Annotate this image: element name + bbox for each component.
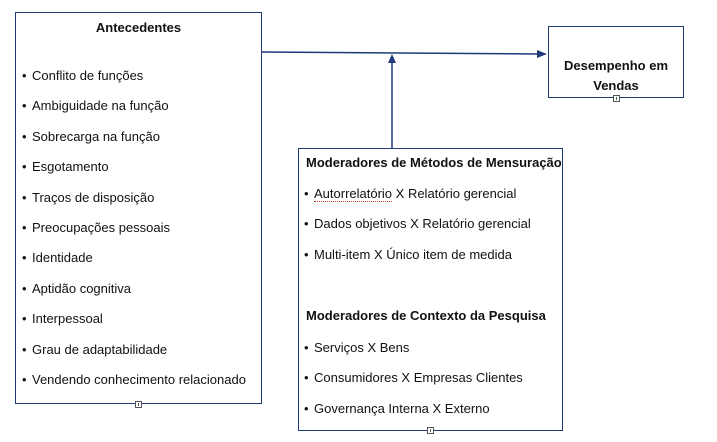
list-item: • Identidade — [22, 250, 93, 265]
list-item: • Autorrelatório X Relatório gerencial — [304, 186, 517, 201]
arrow-antecedentes-to-desempenho — [262, 52, 538, 54]
arrowhead-up-icon — [388, 54, 396, 63]
list-item: • Traços de disposição — [22, 190, 155, 205]
list-item: • Governança Interna X Externo — [304, 401, 490, 416]
antecedentes-title: Antecedentes — [95, 20, 182, 35]
bullet-icon: • — [304, 247, 309, 262]
desempenho-title-line1: Desempenho em — [563, 58, 669, 73]
desempenho-title-line2: Vendas — [593, 78, 639, 93]
bullet-icon: • — [22, 372, 27, 387]
list-item: • Vendendo conhecimento relacionado — [22, 372, 246, 387]
list-item: • Conflito de funções — [22, 68, 144, 83]
bullet-icon: • — [22, 98, 27, 113]
list-item: • Grau de adaptabilidade — [22, 342, 168, 357]
bullet-icon: • — [22, 311, 27, 326]
bullet-icon: • — [22, 159, 27, 174]
bullet-icon: • — [22, 281, 27, 296]
bullet-icon: • — [304, 370, 309, 385]
bullet-icon: • — [22, 220, 27, 235]
bullet-icon: • — [304, 401, 309, 416]
list-item: • Consumidores X Empresas Clientes — [304, 370, 523, 385]
bullet-icon: • — [22, 68, 27, 83]
list-item: • Multi-item X Único item de medida — [304, 247, 512, 262]
bullet-icon: • — [22, 190, 27, 205]
bullet-icon: • — [304, 186, 309, 201]
list-item: • Preocupações pessoais — [22, 220, 171, 235]
list-item: • Dados objetivos X Relatório gerencial — [304, 216, 531, 231]
list-item: • Serviços X Bens — [304, 340, 410, 355]
list-item: • Ambiguidade na função — [22, 98, 169, 113]
bullet-icon: • — [22, 342, 27, 357]
spellcheck-word: Autorrelatório — [314, 186, 393, 201]
moderadores-metodos-title: Moderadores de Métodos de Mensuração — [306, 155, 562, 170]
list-item: • Esgotamento — [22, 159, 109, 174]
bullet-icon: • — [304, 216, 309, 231]
arrowhead-right-icon — [537, 50, 547, 58]
bullet-icon: • — [304, 340, 309, 355]
list-item: • Interpessoal — [22, 311, 103, 326]
bullet-icon: • — [22, 129, 27, 144]
bullet-icon: • — [22, 250, 27, 265]
list-item: • Sobrecarga na função — [22, 129, 160, 144]
moderadores-contexto-title: Moderadores de Contexto da Pesquisa — [306, 308, 546, 323]
list-item: • Aptidão cognitiva — [22, 281, 132, 296]
